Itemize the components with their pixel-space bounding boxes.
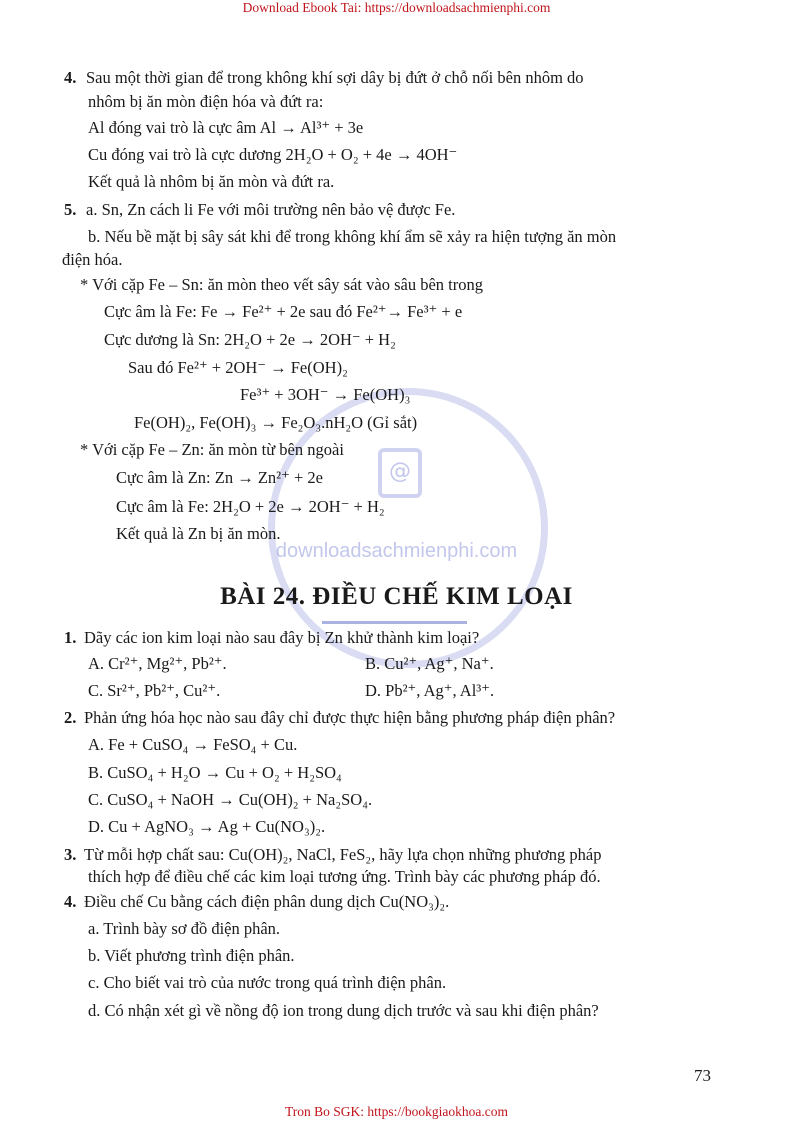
sub-question: c. Cho biết vai trò của nước trong quá trình điện phân. [88, 973, 447, 992]
option-c: C. Sr²⁺, Pb²⁺, Cu²⁺. [88, 681, 221, 700]
question-number: 2. [64, 708, 77, 727]
text-line: * Với cặp Fe – Sn: ăn mòn theo vết sây sát vào sâu bên trong [80, 275, 483, 294]
text-line: Kết quả là Zn bị ăn mòn. [116, 524, 281, 543]
question-text: thích hợp để điều chế các kim loại tương ứng. Trình bày các phương pháp đó. [88, 867, 601, 886]
sub-question: a. Trình bày sơ đồ điện phân. [88, 919, 281, 938]
question-number: 4. [64, 892, 77, 911]
question-text: Dãy các ion kim loại nào sau đây bị Zn khử thành kim loại? [84, 628, 480, 647]
question-number: 3. [64, 845, 77, 864]
footer-link[interactable]: Tron Bo SGK: https://bookgiaokhoa.com [284, 1104, 508, 1119]
answer-number: 4. [64, 68, 77, 87]
equation-line: Cực âm là Fe: 2H₂O + 2e → 2OH⁻ + H₂ [116, 497, 385, 516]
option-a: A. Fe + CuSO₄ → FeSO₄ + Cu. [88, 735, 298, 754]
answer-number: 5. [64, 200, 77, 219]
option-d: D. Cu + AgNO₃ → Ag + Cu(NO₃)₂. [88, 817, 326, 836]
option-a: A. Cr²⁺, Mg²⁺, Pb²⁺. [88, 654, 227, 673]
option-c: C. CuSO₄ + NaOH → Cu(OH)₂ + Na₂SO₄. [88, 790, 373, 809]
option-d: D. Pb²⁺, Ag⁺, Al³⁺. [365, 681, 495, 700]
section-title: BÀI 24. ĐIỀU CHẾ KIM LOẠI [220, 583, 573, 610]
option-b: B. Cu²⁺, Ag⁺, Na⁺. [365, 654, 494, 673]
text-line: nhôm bị ăn mòn điện hóa và đứt ra: [88, 92, 324, 111]
question-text: Từ mỗi hợp chất sau: Cu(OH)₂, NaCl, FeS₂, hãy lựa chọn những phương pháp [84, 845, 602, 864]
question-text: Phản ứng hóa học nào sau đây chỉ được thực hiện bằng phương pháp điện phân? [84, 708, 616, 727]
equation-line: Cực âm là Fe: Fe → Fe²⁺ + 2e sau đó Fe²⁺→ Fe³⁺ + e [104, 302, 463, 321]
question-number: 1. [64, 628, 77, 647]
page-number: 73 [694, 1066, 711, 1085]
equation-line: Sau đó Fe²⁺ + 2OH⁻ → Fe(OH)₂ [128, 358, 348, 377]
watermark-text: downloadsachmienphi.com [275, 540, 518, 562]
equation-line: Cực dương là Sn: 2H₂O + 2e → 2OH⁻ + H₂ [104, 330, 396, 349]
text-line: a. Sn, Zn cách li Fe với môi trường nên bảo vệ được Fe. [86, 200, 456, 219]
equation-line: Al đóng vai trò là cực âm Al → Al³⁺ + 3e [88, 118, 364, 137]
equation-line: Fe³⁺ + 3OH⁻ → Fe(OH)₃ [240, 385, 411, 404]
text-line: điện hóa. [62, 250, 123, 269]
header-link[interactable]: Download Ebook Tai: https://downloadsachmienphi.com [242, 0, 551, 15]
sub-question: d. Có nhận xét gì về nồng độ ion trong dung dịch trước và sau khi điện phân? [88, 1001, 599, 1020]
option-b: B. CuSO₄ + H₂O → Cu + O₂ + H₂SO₄ [88, 763, 342, 782]
equation-line: Fe(OH)₂, Fe(OH)₃ → Fe₂O₃.nH₂O (Gỉ sắt) [134, 413, 418, 432]
equation-line: Cực âm là Zn: Zn → Zn²⁺ + 2e [116, 468, 323, 487]
text-line: b. Nếu bề mặt bị sây sát khi để trong không khí ẩm sẽ xảy ra hiện tượng ăn mòn [88, 227, 617, 246]
text-line: Kết quả là nhôm bị ăn mòn và đứt ra. [88, 172, 335, 191]
text-line: Sau một thời gian để trong không khí sợi dây bị đứt ở chỗ nối bên nhôm do [86, 68, 584, 87]
watermark-book-icon: @ [378, 448, 422, 498]
text-line: * Với cặp Fe – Zn: ăn mòn từ bên ngoài [80, 440, 344, 459]
question-text: Điều chế Cu bằng cách điện phân dung dịch Cu(NO₃)₂. [84, 892, 450, 911]
equation-line: Cu đóng vai trò là cực dương 2H₂O + O₂ + 4e → 4OH⁻ [88, 145, 458, 164]
title-underline [322, 621, 467, 624]
sub-question: b. Viết phương trình điện phân. [88, 946, 295, 965]
